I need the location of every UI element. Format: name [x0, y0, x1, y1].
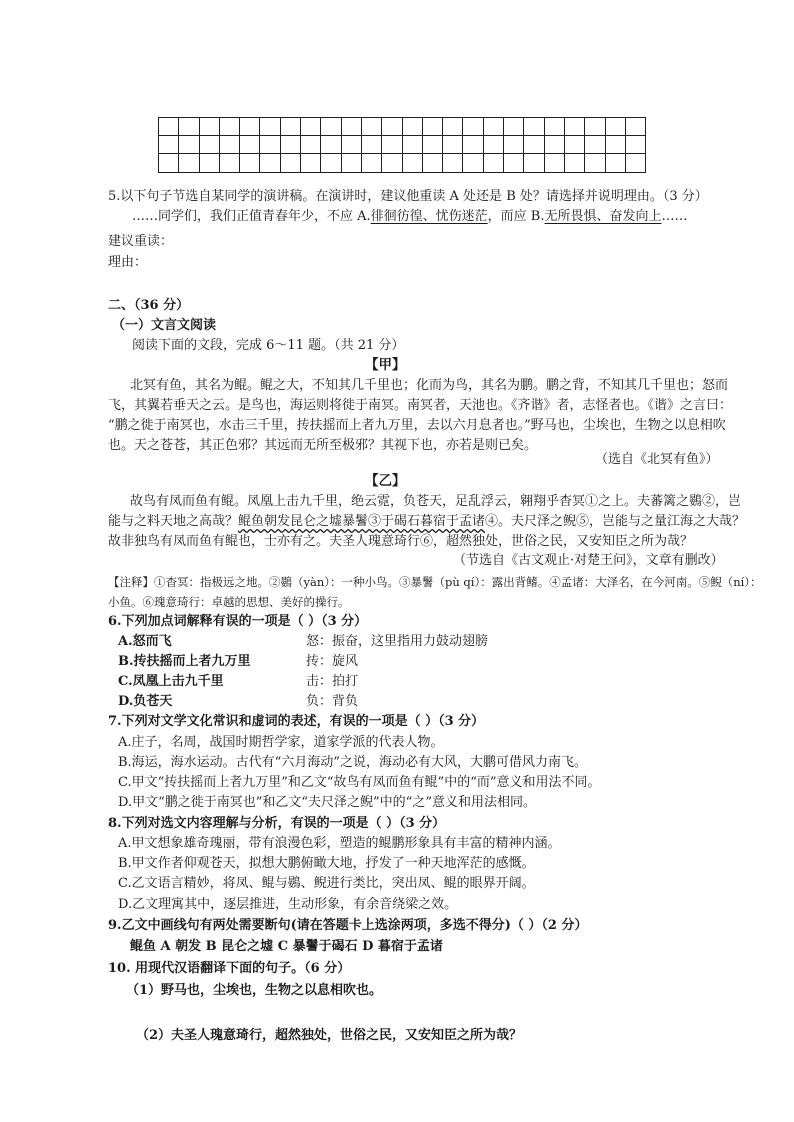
- grid-cell[interactable]: [625, 118, 645, 136]
- grid-cell[interactable]: [301, 154, 321, 172]
- grid-cell[interactable]: [544, 154, 564, 172]
- grid-cell[interactable]: [625, 136, 645, 154]
- grid-cell[interactable]: [280, 118, 300, 136]
- grid-cell[interactable]: [341, 118, 361, 136]
- grid-cell[interactable]: [199, 154, 219, 172]
- grid-row: [159, 118, 646, 136]
- grid-cell[interactable]: [524, 136, 544, 154]
- q7-option-d[interactable]: D.甲文“鹏之徙于南冥也”和乙文“夫尺泽之鲵”中的“之”意义和用法相同。: [118, 795, 536, 810]
- grid-cell[interactable]: [159, 136, 179, 154]
- grid-cell[interactable]: [321, 118, 341, 136]
- jia-line-2: 飞，其翼若垂天之云。是鸟也，海运则将徙于南冥。南冥者，天池也。《齐谐》者，志怪者也。《谐》之言曰：: [108, 398, 733, 413]
- grid-cell[interactable]: [402, 136, 422, 154]
- q7-title: 7.下列对文学文化常识和虚词的表述，有误的一项是（ ）（3 分）: [108, 714, 485, 729]
- q5-option-b: 无所畏惧、奋发向上: [544, 209, 662, 224]
- jia-line-3: “鹏之徙于南冥也，水击三千里，抟扶摇而上者九万里，去以六月息者也。”野马也，尘埃也，生物之以息相吹: [108, 418, 726, 433]
- grid-cell[interactable]: [361, 118, 381, 136]
- grid-cell[interactable]: [361, 154, 381, 172]
- grid-cell[interactable]: [422, 136, 442, 154]
- part2-sub-heading: （一）文言文阅读: [112, 318, 217, 333]
- grid-cell[interactable]: [341, 154, 361, 172]
- yi-underlined-sentence: 鲲鱼朝发昆仑之墟暴鬐③于碣石暮宿于孟诸: [238, 514, 486, 529]
- q6-option-a[interactable]: A.怒而飞 怒：振奋，这里指用力鼓动翅膀: [118, 634, 489, 649]
- q7-option-c[interactable]: C.甲文“抟扶摇而上者九万里”和乙文“故鸟有凤而鱼有鲲”中的“而”意义和用法不同。: [118, 775, 601, 790]
- q10-title: 10. 用现代汉语翻译下面的句子。（6 分）: [108, 961, 351, 976]
- grid-cell[interactable]: [524, 118, 544, 136]
- grid-cell[interactable]: [402, 118, 422, 136]
- grid-cell[interactable]: [219, 136, 239, 154]
- grid-cell[interactable]: [280, 136, 300, 154]
- grid-cell[interactable]: [179, 154, 199, 172]
- q7-option-b[interactable]: B.海运，海水运动。古代有“六月海动”之说，海动必有大风，大鹏可借风力南飞。: [118, 755, 587, 770]
- q6-option-d[interactable]: D.负苍天 负：背负: [118, 694, 359, 709]
- grid-cell[interactable]: [321, 154, 341, 172]
- grid-cell[interactable]: [159, 118, 179, 136]
- grid-cell[interactable]: [585, 118, 605, 136]
- grid-cell[interactable]: [280, 154, 300, 172]
- q9-title: 9.乙文中画线句有两处需要断句(请在答题卡上选涂两项，多选不得分)（ ）（2 分）: [108, 918, 588, 933]
- grid-cell[interactable]: [605, 136, 625, 154]
- q8-option-a[interactable]: A.甲文想象雄奇瑰丽，带有浪漫色彩，塑造的鲲鹏形象具有丰富的精神内涵。: [118, 836, 561, 851]
- q10-sentence-1: （1）野马也，尘埃也，生物之以息相吹也。: [126, 983, 383, 998]
- grid-cell[interactable]: [301, 136, 321, 154]
- grid-cell[interactable]: [585, 136, 605, 154]
- grid-cell[interactable]: [179, 118, 199, 136]
- grid-cell[interactable]: [585, 154, 605, 172]
- q9-options[interactable]: 鲲鱼 A 朝发 B 昆仑之墟 C 暴鬐于碣石 D 暮宿于孟诸: [130, 939, 443, 954]
- grid-cell[interactable]: [199, 136, 219, 154]
- grid-cell[interactable]: [544, 136, 564, 154]
- grid-cell[interactable]: [260, 136, 280, 154]
- grid-cell[interactable]: [240, 136, 260, 154]
- yi-line-3: 故非独鸟有凤而鱼有鲲也，士亦有之。夫圣人瑰意琦行⑥，超然独处，世俗之民，又安知臣之所为哉？: [108, 534, 694, 549]
- grid-cell[interactable]: [382, 118, 402, 136]
- jia-source: （选自《北冥有鱼》）: [595, 452, 719, 467]
- q6-option-b[interactable]: B.抟扶摇而上者九万里 抟：旋风: [118, 654, 359, 669]
- q8-option-d[interactable]: D.乙文理寓其中，逐层推进，生动形象，有余音绕梁之效。: [118, 897, 458, 912]
- grid-cell[interactable]: [483, 154, 503, 172]
- grid-cell[interactable]: [483, 118, 503, 136]
- grid-cell[interactable]: [422, 118, 442, 136]
- grid-cell[interactable]: [301, 118, 321, 136]
- grid-cell[interactable]: [463, 154, 483, 172]
- grid-cell[interactable]: [625, 154, 645, 172]
- grid-cell[interactable]: [179, 136, 199, 154]
- jia-line-1: 北冥有鱼，其名为鲲。鲲之大，不知其几千里也；化而为鸟，其名为鹏。鹏之背，不知其几千里也；怒而: [130, 378, 729, 393]
- yi-source: （节选自《古文观止·对楚王问》，文章有删改）: [453, 553, 724, 568]
- answer-writing-grid[interactable]: [158, 117, 646, 173]
- grid-cell[interactable]: [341, 136, 361, 154]
- q5-title: 5.以下句子节选自某同学的演讲稿。在演讲时，建议他重读 A 处还是 B 处？请选择并说明理由。（3 分）: [108, 189, 708, 204]
- grid-cell[interactable]: [260, 154, 280, 172]
- grid-cell[interactable]: [544, 118, 564, 136]
- grid-cell[interactable]: [219, 118, 239, 136]
- q6-title: 6.下列加点词解释有误的一项是（ ）（3 分）: [108, 614, 368, 629]
- grid-cell[interactable]: [382, 154, 402, 172]
- notes-line-2: 小鱼。⑥瑰意琦行：卓越的思想、美好的操行。: [108, 595, 350, 609]
- grid-cell[interactable]: [483, 136, 503, 154]
- grid-cell[interactable]: [219, 154, 239, 172]
- grid-cell[interactable]: [443, 154, 463, 172]
- grid-cell[interactable]: [504, 154, 524, 172]
- jia-label: 【甲】: [365, 357, 406, 373]
- grid-row: [159, 154, 646, 172]
- q8-title: 8.下列对选文内容理解与分析，有误的一项是（ ）（3 分）: [108, 816, 446, 831]
- grid-cell[interactable]: [260, 118, 280, 136]
- yi-line-2: 能与之料天地之高哉？鲲鱼朝发昆仑之墟暴鬐③于碣石暮宿于孟诸④。夫尺泽之鲵⑤，岂能与之量江海之大哉？: [108, 514, 746, 529]
- grid-cell[interactable]: [564, 118, 584, 136]
- q7-option-a[interactable]: A.庄子，名周，战国时期哲学家，道家学派的代表人物。: [118, 735, 444, 750]
- grid-cell[interactable]: [240, 154, 260, 172]
- grid-cell[interactable]: [564, 136, 584, 154]
- grid-cell[interactable]: [605, 118, 625, 136]
- grid-cell[interactable]: [504, 136, 524, 154]
- grid-cell[interactable]: [605, 154, 625, 172]
- jia-line-4: 也。天之苍苍，其正色邪？其远而无所至极邪？其视下也，亦若是则已矣。: [108, 438, 538, 453]
- q10-sentence-2: （2）夫圣人瑰意琦行，超然独处，世俗之民，又安知臣之所为哉？: [136, 1028, 523, 1043]
- notes-line-1: 【注释】①杳冥：指极远之地。②鷃（yàn）：一种小鸟。③暴鬐（pù qí）：露出背鳍。④孟诸：大泽名，在今河南。⑤鲵（ní）：: [108, 575, 762, 589]
- q6-option-c[interactable]: C.凤凰上击九千里 击：拍打: [118, 674, 359, 689]
- q5-sentence: ……同学们，我们正值青春年少，不应 A.徘徊彷徨、忧伤迷茫，而应 B.无所畏惧、奋发向上……: [132, 209, 688, 224]
- part2-instruction: 阅读下面的文段，完成 6～11 题。（共 21 分）: [132, 338, 405, 353]
- grid-cell[interactable]: [321, 136, 341, 154]
- grid-cell[interactable]: [422, 154, 442, 172]
- yi-label: 【乙】: [365, 473, 406, 489]
- grid-cell[interactable]: [463, 118, 483, 136]
- grid-cell[interactable]: [564, 154, 584, 172]
- q5-option-a: 徘徊彷徨、忧伤迷茫: [370, 209, 488, 224]
- grid-cell[interactable]: [382, 136, 402, 154]
- grid-row: [159, 136, 646, 154]
- grid-cell[interactable]: [402, 154, 422, 172]
- grid-cell[interactable]: [524, 154, 544, 172]
- q8-option-b[interactable]: B.甲文作者仰观苍天，拟想大鹏俯瞰大地，抒发了一种天地浑茫的感慨。: [118, 856, 535, 871]
- grid-cell[interactable]: [463, 136, 483, 154]
- q8-option-c[interactable]: C.乙文语言精妙，将凤、鲲与鷃、鲵进行类比，突出凤、鲲的眼界开阔。: [118, 876, 535, 891]
- grid-cell[interactable]: [504, 118, 524, 136]
- q5-reason-label: 理由：: [108, 255, 148, 270]
- grid-cell[interactable]: [443, 118, 463, 136]
- grid-cell[interactable]: [240, 118, 260, 136]
- grid-cell[interactable]: [361, 136, 381, 154]
- grid-cell[interactable]: [443, 136, 463, 154]
- grid-cell[interactable]: [159, 154, 179, 172]
- part2-heading: 二、（36 分）: [108, 298, 190, 313]
- yi-line-1: 故鸟有凤而鱼有鲲。凤凰上击九千里，绝云霓，负苍天，足乱浮云，翱翔乎杳冥①之上。夫蕃篱之鷃②，岂: [130, 494, 742, 509]
- grid-cell[interactable]: [199, 118, 219, 136]
- q5-answer-label: 建议重读：: [108, 234, 174, 249]
